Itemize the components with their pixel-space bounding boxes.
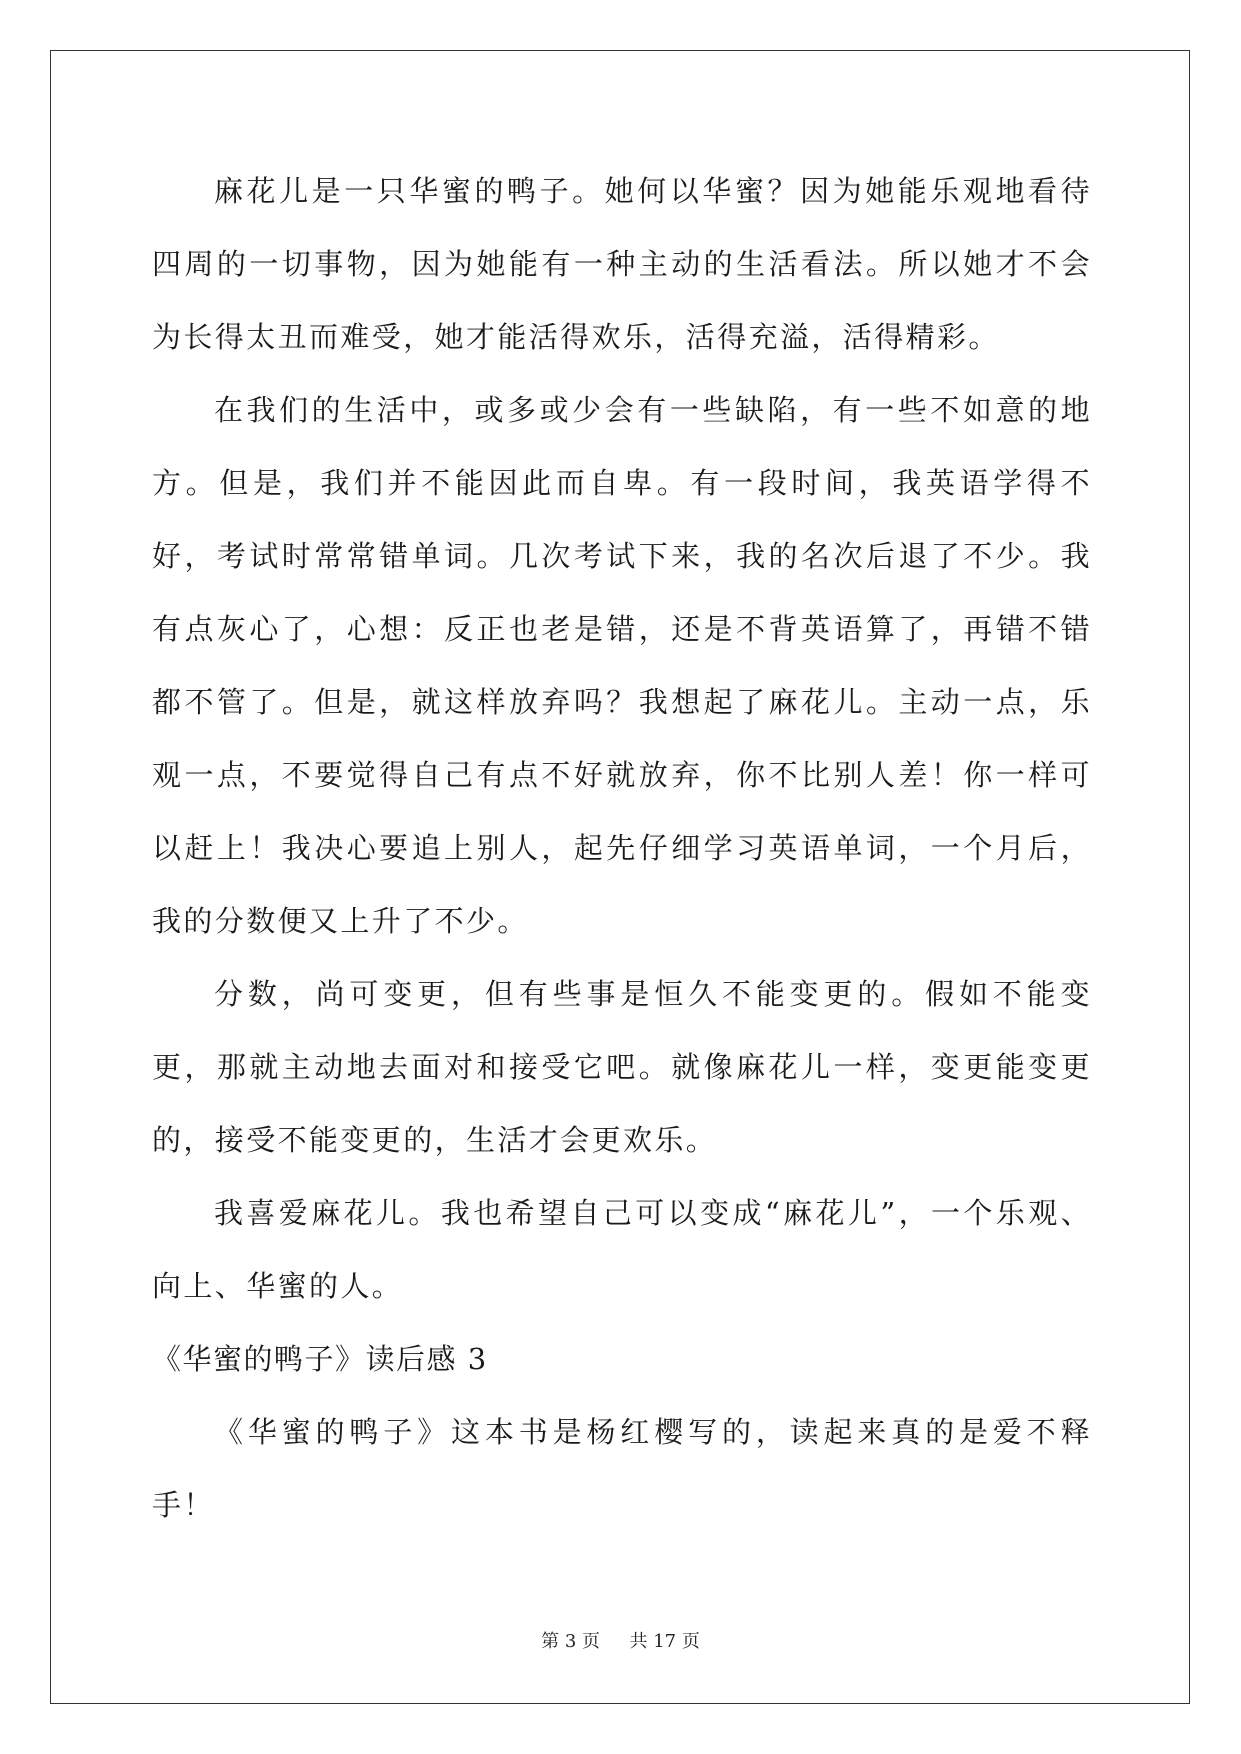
page-total: 共 17 页 (629, 1631, 700, 1652)
paragraph-2: 在我们的生活中，或多或少会有一些缺陷，有一些不如意的地方。但是，我们并不能因此而自卑。有一段时间，我英语学得不好，考试时常常错单词。几次考试下来，我的名次后退了不少。我有点灰心了，心想：反正也老是错，还是不背英语算了，再错不错都不管了。但是，就这样放弃吗？我想起了麻花儿。主动一点，乐观一点，不要觉得自己有点不好就放弃，你不比别人差！你一样可以赶上！我决心要追上别人，起先仔细学习英语单词，一个月后，我的分数便又上升了不少。 (152, 393, 1092, 938)
paragraph-1: 麻花儿是一只华蜜的鸭子。她何以华蜜？因为她能乐观地看待四周的一切事物，因为她能有一种主动的生活看法。所以她才不会为长得太丑而难受，她才能活得欢乐，活得充溢，活得精彩。 (152, 174, 1092, 354)
page-number: 第 3 页 (541, 1631, 601, 1652)
document-body (152, 155, 1092, 1542)
section-paragraph: 《华蜜的鸭子》这本书是杨红樱写的，读起来真的是爱不释手！ (152, 1415, 1092, 1522)
paragraph-3: 分数，尚可变更，但有些事是恒久不能变更的。假如不能变更，那就主动地去面对和接受它吧。就像麻花儿一样，变更能变更的，接受不能变更的，生活才会更欢乐。 (152, 977, 1092, 1157)
page-footer (0, 1627, 1241, 1653)
section-heading: 《华蜜的鸭子》读后感 3 (152, 1342, 488, 1376)
paragraph-4: 我喜爱麻花儿。我也希望自己可以变成“麻花儿”，一个乐观、向上、华蜜的人。 (152, 1196, 1092, 1303)
